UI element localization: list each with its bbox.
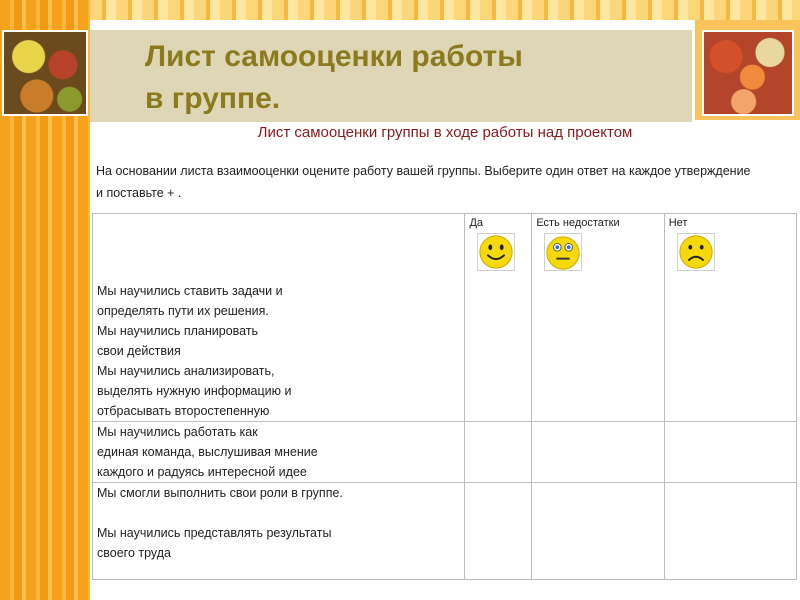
- fruit-photo-right: [702, 30, 794, 116]
- neutral-smiley-icon: [544, 233, 582, 271]
- statement-line: [97, 503, 460, 523]
- answer-cell-partial[interactable]: [532, 483, 664, 580]
- statement-line: своего труда: [97, 546, 171, 560]
- column-header-no: Нет: [668, 217, 688, 229]
- slide-title: [145, 36, 675, 120]
- self-assessment-table: [92, 213, 797, 580]
- worksheet-subtitle: Лист самооценки группы в ходе работы над проектом: [257, 124, 633, 141]
- top-decorative-band: [90, 0, 800, 20]
- answer-cell-no[interactable]: [664, 214, 796, 422]
- answer-cell-partial[interactable]: [532, 422, 664, 483]
- instructions: [96, 160, 796, 204]
- statement-cell: [93, 422, 465, 483]
- statement-line: свои действия: [97, 344, 181, 358]
- statement-line: Мы смогли выполнить свои роли в группе.: [97, 486, 343, 500]
- slide-title-line-1: Лист самооценки работы: [145, 40, 523, 73]
- statement-line: Мы научились анализировать,: [97, 364, 275, 378]
- statement-cell: [93, 483, 465, 580]
- statement-line: Мы научились работать как: [97, 425, 258, 439]
- answer-cell-yes[interactable]: [465, 422, 532, 483]
- answer-cell-no[interactable]: [664, 422, 796, 483]
- instructions-line-2: и поставьте + .: [96, 186, 182, 200]
- statement-line: единая команда, выслушивая мнение: [97, 445, 318, 459]
- statement-cell: [93, 214, 465, 422]
- statement-line: Мы научились представлять результаты: [97, 526, 332, 540]
- statement-line: Мы научились планировать: [97, 324, 259, 338]
- slide-title-line-2: в группе.: [145, 82, 281, 115]
- statement-line: каждого и радуясь интересной идее: [97, 465, 307, 479]
- table-row: [93, 483, 797, 580]
- answer-cell-partial[interactable]: [532, 214, 664, 422]
- table-row: [93, 214, 797, 422]
- column-header-partial: Есть недостатки: [536, 217, 620, 229]
- answer-cell-yes[interactable]: [465, 214, 532, 422]
- statement-line: Мы научились ставить задачи и: [97, 284, 283, 298]
- column-header-yes: Да: [469, 217, 484, 229]
- statement-line: отбрасывать второстепенную: [97, 404, 270, 418]
- answer-cell-yes[interactable]: [465, 483, 532, 580]
- happy-smiley-icon: [477, 233, 515, 271]
- fruit-photo-left: [2, 30, 88, 116]
- answer-cell-no[interactable]: [664, 483, 796, 580]
- sad-smiley-icon: [677, 233, 715, 271]
- table-row: [93, 422, 797, 483]
- statement-line: выделять нужную информацию и: [97, 384, 292, 398]
- statement-line: определять пути их решения.: [97, 304, 269, 318]
- instructions-line-1: На основании листа взаимооценки оцените работу вашей группы. Выберите один ответ на каждое утверждение: [96, 164, 751, 178]
